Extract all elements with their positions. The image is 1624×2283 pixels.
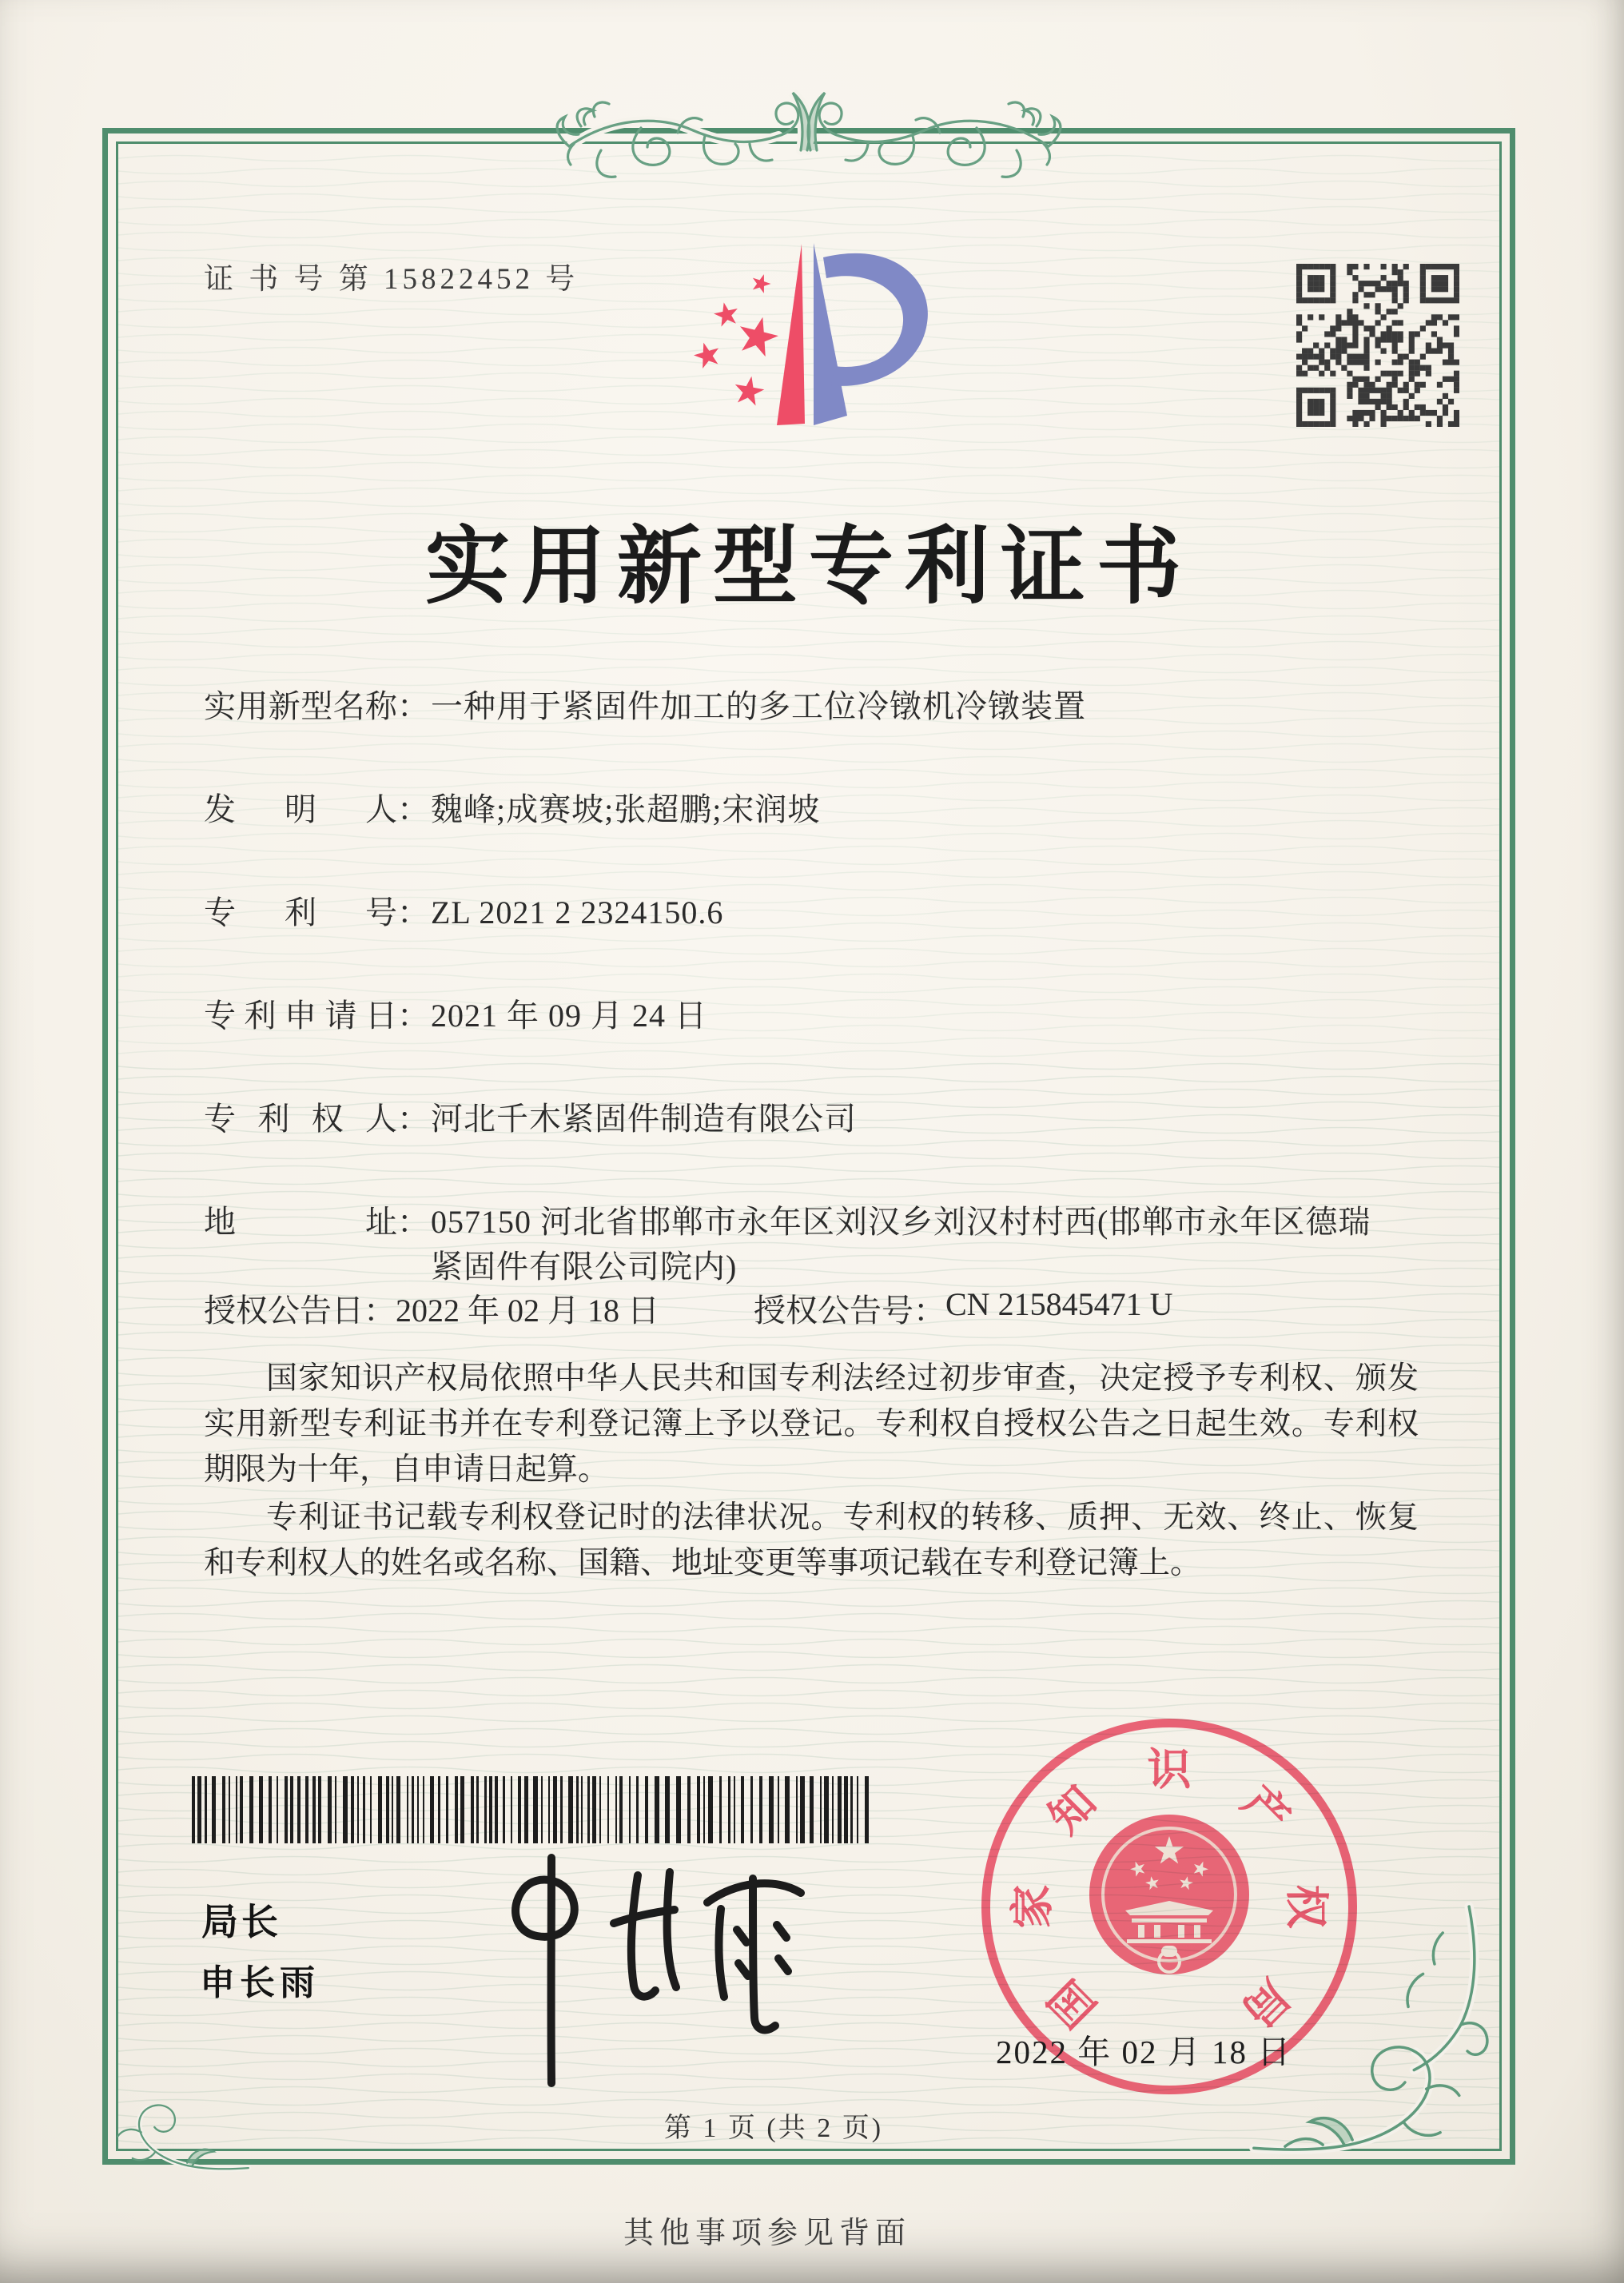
field-utility-model-name: 实用新型名称 ： 一种用于紧固件加工的多工位冷镦机冷镦装置 bbox=[204, 688, 1086, 724]
field-value: 2021 年 09 月 24 日 bbox=[431, 998, 707, 1034]
grant-date-value: 2022 年 02 月 18 日 bbox=[396, 1293, 659, 1329]
seal-ring-character: 国 bbox=[1040, 1970, 1106, 2036]
cnipa-logo-icon bbox=[663, 201, 983, 473]
legal-paragraph-1: 国家知识产权局依照中华人民共和国专利法经过初步审查，决定授予专利权、颁发实用新型专利证书并在专利登记簿上予以登记。专利权自授权公告之日起生效。专利权期限为十年，自申请日起算。 bbox=[204, 1361, 1419, 1487]
commissioner-title: 局长 bbox=[201, 1901, 281, 1942]
field-value: 河北千木紧固件制造有限公司 bbox=[431, 1101, 857, 1137]
commissioner-signature bbox=[432, 1829, 831, 2105]
field-label: 地址 bbox=[204, 1204, 397, 1240]
page-number: 第 1 页 (共 2 页) bbox=[663, 2114, 884, 2143]
seal-ring-character: 权 bbox=[1281, 1884, 1331, 1929]
national-emblem-icon bbox=[1085, 1799, 1253, 1990]
seal-ring-character: 知 bbox=[1040, 1777, 1106, 1843]
seal-ring-character: 产 bbox=[1232, 1777, 1299, 1843]
field-value: 魏峰;成赛坡;张超鹏;宋润坡 bbox=[431, 791, 821, 827]
top-dragon-ornament bbox=[521, 70, 1097, 214]
grant-date-label: 授权公告日 bbox=[204, 1293, 364, 1329]
seal-ring-character: 家 bbox=[1008, 1884, 1057, 1929]
field-label: 专利号 bbox=[204, 894, 397, 930]
field-address: 地址 ： 057150 河北省邯郸市永年区刘汉乡刘汉村村西(邯郸市永年区德瑞紧固件有限公司院内) bbox=[204, 1205, 1483, 1289]
qr-code-icon bbox=[1296, 264, 1459, 427]
field-value: 一种用于紧固件加工的多工位冷镦机冷镦装置 bbox=[431, 688, 1086, 724]
grant-number-value: CN 215845471 U bbox=[945, 1286, 1173, 1322]
field-value: 057150 河北省邯郸市永年区刘汉乡刘汉村村西(邯郸市永年区德瑞紧固件有限公司院内) bbox=[431, 1204, 1371, 1285]
certificate-title: 实用新型专利证书 bbox=[425, 520, 1192, 614]
back-side-note: 其他事项参见背面 bbox=[623, 2217, 911, 2250]
grant-date: 授权公告日 ： 2022 年 02 月 18 日 bbox=[204, 1285, 659, 1331]
field-inventors: 发明人 ： 魏峰;成赛坡;张超鹏;宋润坡 bbox=[204, 791, 821, 827]
certificate-number: 证 书 号 第 15822452 号 bbox=[204, 263, 579, 296]
legal-statement bbox=[204, 1356, 1419, 1586]
legal-paragraph-2: 专利证书记载专利权登记时的法律状况。专利权的转移、质押、无效、终止、恢复和专利权人的姓名或名称、国籍、地址变更等事项记载在专利登记簿上。 bbox=[204, 1500, 1419, 1580]
field-patentee: 专利权人 ： 河北千木紧固件制造有限公司 bbox=[204, 1101, 857, 1137]
field-label: 实用新型名称 bbox=[204, 688, 397, 724]
grant-number: 授权公告号 ： CN 215845471 U bbox=[754, 1285, 1172, 1331]
grant-announcement-row bbox=[204, 1285, 1483, 1331]
grant-number-label: 授权公告号 bbox=[754, 1293, 914, 1329]
field-label: 专利权人 bbox=[204, 1101, 397, 1137]
seal-date: 2022 年 02 月 18 日 bbox=[996, 2034, 1292, 2070]
field-label: 发明人 bbox=[204, 791, 397, 827]
seal-ring-character: 局 bbox=[1232, 1970, 1299, 2036]
field-list bbox=[204, 689, 1483, 1289]
field-value: ZL 2021 2 2324150.6 bbox=[431, 894, 724, 930]
bottom-left-corner-ornament bbox=[80, 1998, 264, 2182]
field-filing-date: 专利申请日 ： 2021 年 09 月 24 日 bbox=[204, 998, 707, 1034]
field-label: 专利申请日 bbox=[204, 998, 397, 1034]
commissioner-name: 申长雨 bbox=[200, 1963, 320, 2002]
seal-ring-character: 识 bbox=[1147, 1745, 1192, 1795]
field-patent-number: 专利号 ： ZL 2021 2 2324150.6 bbox=[204, 894, 724, 930]
